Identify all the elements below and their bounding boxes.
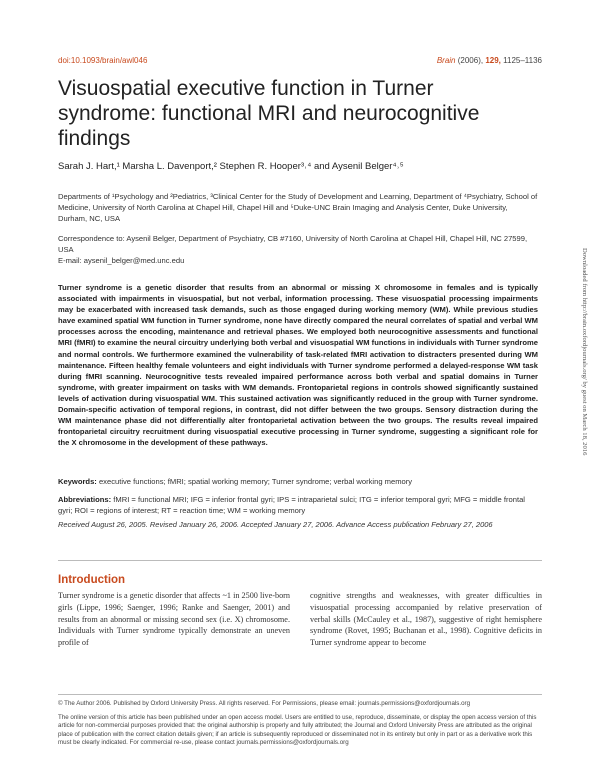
journal-citation <box>437 56 542 65</box>
doi-link[interactable]: doi:10.1093/brain/awl046 <box>58 56 148 65</box>
affiliations: Departments of ¹Psychology and ²Pediatrics, ³Clinical Center for the Study of Development and Learning, Department of ⁴Psychiatry, School of Medicine, University of North Carolina at Chapel Hill, Chapel Hill and ⁵Duke-UNC Brain Imaging and Analysis Center, Duke University, Durham, NC, USA <box>58 192 538 223</box>
abbreviations-label: Abbreviations: <box>58 495 112 504</box>
download-note[interactable]: Downloaded from http://brain.oxfordjournals.org/ by guest on March 18, 2016 <box>581 248 588 456</box>
introduction-heading: Introduction <box>58 574 126 586</box>
intro-column-right: cognitive strengths and weaknesses, with greater difficulties in visuospatial processing accompanied by relative preservation of verbal skills (McCauley et al., 1987), suggestive of right hemisphere syndrome (Rovet, 1995; Buchanan et al., 1998). Cognitive deficits in Turner syndrome appear to become <box>310 591 542 648</box>
section-divider <box>58 560 542 561</box>
correspondence <box>58 233 538 266</box>
keywords-label: Keywords: <box>58 477 97 486</box>
footer-divider <box>58 694 542 695</box>
journal-volume: 129, <box>485 56 501 65</box>
abbreviations <box>58 494 538 516</box>
copyright-notice: © The Author 2006. Published by Oxford University Press. All rights reserved. For Permissions, please email: journals.permissions@oxfordjournals.org <box>58 700 471 707</box>
keywords <box>58 476 538 487</box>
author-list: Sarah J. Hart,¹ Marsha L. Davenport,² Stephen R. Hooper³˒⁴ and Aysenil Belger⁴˒⁵ <box>58 161 404 172</box>
footer <box>58 700 542 748</box>
intro-column-left: Turner syndrome is a genetic disorder that affects ~1 in 2500 live-born girls (Lippe, 1996; Saenger, 1996; Ranke and Saenger, 2001) and results from an abnormal or missing second sex (i.e. X) chromosome. Individuals with Turner syndrome typically demonstrate an uneven profile of <box>58 591 290 648</box>
article-title: Visuospatial executive function in Turner syndrome: functional MRI and neurocognitive findings <box>58 77 480 150</box>
correspondence-email[interactable]: E-mail: aysenil_belger@med.unc.edu <box>58 256 185 265</box>
keywords-text: executive functions; fMRI; spatial working memory; Turner syndrome; verbal working memory <box>98 477 413 486</box>
abstract: Turner syndrome is a genetic disorder that results from an abnormal or missing X chromosome in females and is typically associated with impairments in visuospatial, but not verbal, information processing. These visuospatial processing impairments may be exacerbated with increased task demands, such as those engaged during working memory (WM). While previous studies have examined spatial WM function in Turner syndrome, none have directly compared the neural correlates of spatial and verbal WM processes across the encoding, maintenance and retrieval phases. We employed both neurocognitive assessments and functional MRI (fMRI) to examine the neural circuitry underlying both verbal and visuospatial WM functions in individuals with Turner syndrome and normal controls. We furthermore examined the vulnerability of task-related fMRI activation to distracters presented during WM maintenance. Fifteen healthy female volunteers and eight individuals with Turner syndrome performed a delayed-response WM task during fMRI scanning. Neurocognitive tests revealed impaired performance across both verbal and spatial domains in Turner syndrome, with greater impairment on tasks with WM demands. Frontoparietal regions in controls showed significantly sustained levels of activation during visuospatial WM. This sustained activation was significantly reduced in the group with Turner syndrome. Domain-specific activation of temporal regions, in contrast, did not differ between the two groups. Sensory distraction during the WM maintenance phase did not differentially alter frontoparietal activation between the two groups. The results reveal impaired frontoparietal circuitry recruitment during visuospatial executive processing in Turner syndrome, suggesting a significant role for the X chromosome in the development of these pathways. <box>58 283 538 448</box>
journal-year: (2006), <box>457 56 484 65</box>
download-sidebar <box>577 248 591 648</box>
journal-pages: 1125–1136 <box>503 56 542 65</box>
publication-dates: Received August 26, 2005. Revised January 26, 2006. Accepted January 27, 2006. Advance Access publication February 27, 2006 <box>58 520 493 529</box>
license-notice: The online version of this article has been published under an open access model. Users are entitled to use, reproduce, disseminate, or display the open access version of this article for non-commercial purposes provided that: the original authorship is properly and fully attributed; the Journal and Oxford University Press are attributed as the original place of publication with the correct citation details given; if an article is subsequently reproduced or disseminated not in its entirety but only in part or as a derivative work this must be clearly indicated. For commercial re-use, please contact journals.permissions@oxfordjournals.org <box>58 713 537 747</box>
correspondence-address: Correspondence to: Aysenil Belger, Department of Psychiatry, CB #7160, University of North Carolina at Chapel Hill, Chapel Hill, NC 27599, USA <box>58 234 528 254</box>
abbreviations-text: fMRI = functional MRI; IFG = inferior frontal gyri; IPS = intraparietal sulci; ITG = inferior temporal gyri; MFG = middle frontal gyri; ROI = regions of interest; RT = reaction time; WM = working memory <box>58 495 525 515</box>
journal-name[interactable]: Brain <box>436 56 456 65</box>
